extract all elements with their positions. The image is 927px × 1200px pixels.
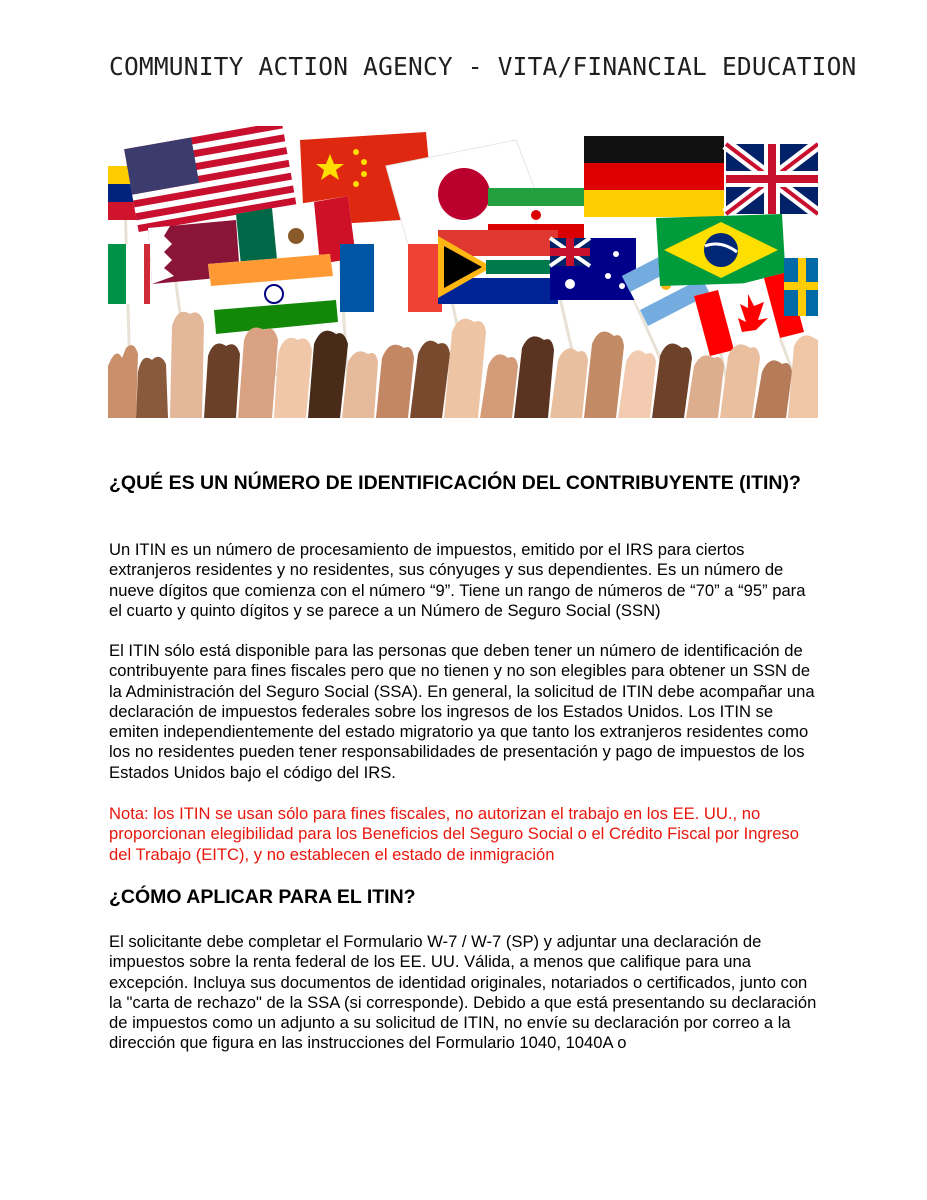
uk-flag-icon — [726, 144, 818, 214]
france-flag-icon — [340, 244, 442, 312]
section-heading-how-to-apply: ¿CÓMO APLICAR PARA EL ITIN? — [109, 886, 416, 908]
paragraph-itin-definition: Un ITIN es un número de procesamiento de impuestos, emitido por el IRS para ciertos extranjeros residentes y no residentes, sus cónyuges y sus dependientes. Es un número de nueve dígitos que comienza con el número “9”. Tiene un rango de números de “70” a “95” para el cuarto y quinto dígitos y se parece a un Número de Seguro Social (SSN) — [109, 540, 806, 620]
page-header-title: COMMUNITY ACTION AGENCY - VITA/FINANCIAL EDUCATION — [109, 52, 857, 81]
paragraph-itin-eligibility: El ITIN sólo está disponible para las personas que deben tener un número de identificación de contribuyente para fines fiscales pero que no tienen y no son elegibles para obtener un SSN de la Administración del Seguro Social (SSA). En general, la solicitud de ITIN debe acompañar una declaración de impuestos federales sobre los ingresos de los Estados Unidos. Los ITIN se emiten independientemente del estado migratorio ya que tanto los extranjeros residentes como los no residentes pueden tener responsabilidades de presentación y pago de impuestos de los Estados Unidos bajo el código del IRS. — [109, 641, 815, 782]
brazil-flag-icon — [656, 214, 786, 286]
note-paragraph: Nota: los ITIN se usan sólo para fines fiscales, no autorizan el trabajo en los EE. UU., no proporcionan elegibilidad para los Beneficios del Seguro Social o el Crédito Fiscal por Ingreso del Trabajo (EITC), y no establecen el estado de inmigración — [109, 804, 799, 864]
south-africa-flag-icon — [438, 230, 558, 304]
germany-flag-icon — [584, 136, 724, 217]
india-flag-icon — [208, 254, 338, 334]
flags-of-the-world-image — [108, 126, 818, 418]
paragraph-how-to-apply: El solicitante debe completar el Formulario W-7 / W-7 (SP) y adjuntar una declaración de impuestos sobre la renta federal de los EE. UU. Válida, a menos que califique para una excepción. Incluya sus documentos de identidad originales, notariados o certificados, junto con la "carta de rechazo" de la SSA (si corresponde). Debido a que está presentando su declaración de impuestos como un adjunto a su solicitud de ITIN, no envíe su declaración por correo a la dirección que figura en las instrucciones del Formulario 1040, 1040A o — [109, 932, 817, 1053]
sweden-flag-icon — [784, 258, 818, 316]
italy-flag-icon — [108, 244, 150, 304]
section-heading-what-is-itin: ¿QUÉ ES UN NÚMERO DE IDENTIFICACIÓN DEL CONTRIBUYENTE (ITIN)? — [109, 472, 801, 494]
australia-flag-icon — [550, 238, 636, 300]
